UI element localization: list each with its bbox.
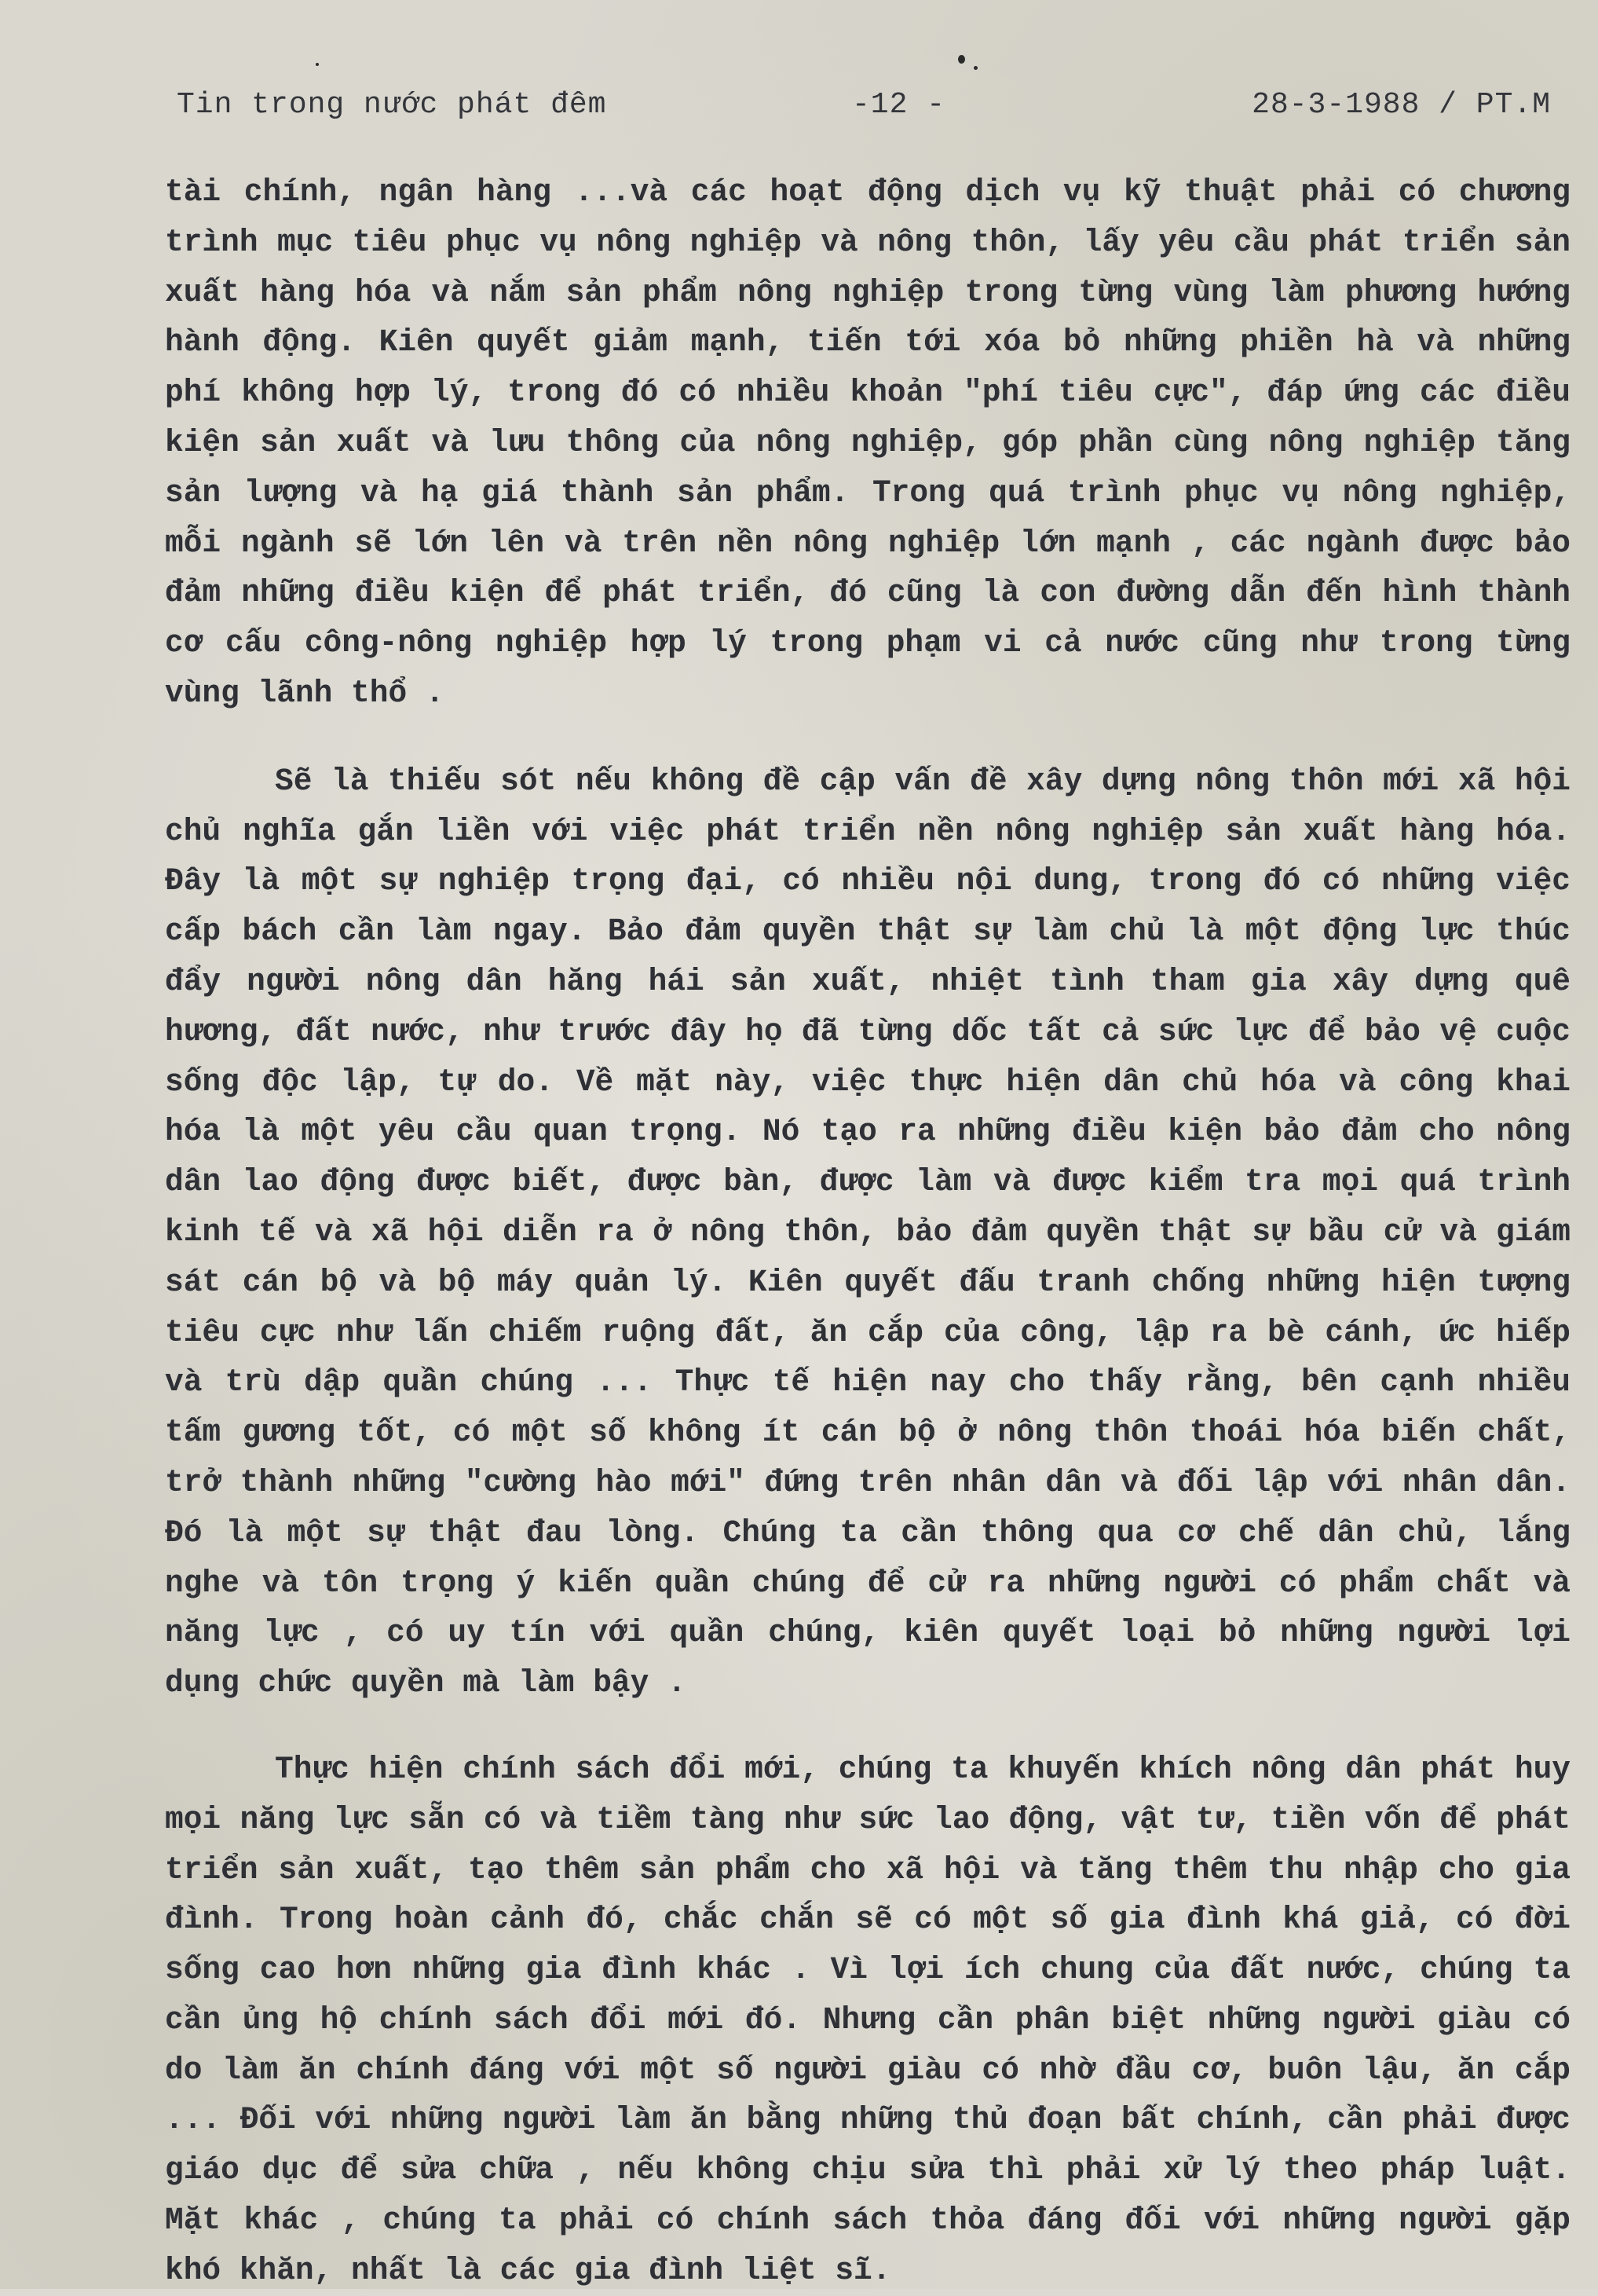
page-header: [177, 88, 1551, 135]
ink-speck: [316, 63, 319, 66]
paragraph-3: Thực hiện chính sách đổi mới, chúng ta khuyến khích nông dân phát huy mọi năng lực sẵn có và tiềm tàng như sức lao động, vật tư, tiền vốn để phát triển sản xuất, tạo thêm sản phẩm cho xã hội và tăng thêm thu nhập cho gia đình. Trong hoàn cảnh đó, chắc chắn sẽ có một số gia đình khá giả, có đời sống cao hơn những gia đình khác . Vì lợi ích chung của đất nước, chúng ta cần ủng hộ chính sách đổi mới đó. Nhưng cần phân biệt những người giàu có do làm ăn chính đáng với một số người giàu có nhờ đầu cơ, buôn lậu, ăn cắp ... Đối với những người làm ăn bằng những thủ đoạn bất chính, cần phải được giáo dục để sửa chữa , nếu không chịu sửa thì phải xử lý theo pháp luật. Mặt khác , chúng ta phải có chính sách thỏa đáng đối với những người gặp khó khăn, nhất là các gia đình liệt sĩ.: [165, 1751, 1571, 2288]
ink-speck: [974, 66, 978, 70]
paragraph-2: Sẽ là thiếu sót nếu không đề cập vấn đề xây dựng nông thôn mới xã hội chủ nghĩa gắn liền với việc phát triển nền nông nghiệp sản xuất hàng hóa. Đây là một sự nghiệp trọng đại, có nhiều nội dung, trong đó có những việc cấp bách cần làm ngay. Bảo đảm quyền thật sự làm chủ là một động lực thúc đẩy người nông dân hăng hái sản xuất, nhiệt tình tham gia xây dựng quê hương, đất nước, như trước đây họ đã từng dốc tất cả sức lực để bảo vệ cuộc sống độc lập, tự do. Về mặt này, việc thực hiện dân chủ hóa và công khai hóa là một yêu cầu quan trọng. Nó tạo ra những điều kiện bảo đảm cho nông dân lao động được biết, được bàn, được làm và được kiểm tra mọi quá trình kinh tế và xã hội diễn ra ở nông thôn, bảo đảm quyền thật sự bầu cử và giám sát cán bộ và bộ máy quản lý. Kiên quyết đấu tranh chống những hiện tượng tiêu cực như lấn chiếm ruộng đất, ăn cắp của công, lập ra bè cánh, ức hiếp và trù dập quần chúng ... Thực tế hiện nay cho thấy rằng, bên cạnh nhiều tấm gương tốt, có một số không ít cán bộ ở nông thôn thoái hóa biến chất, trở thành những "cường hào mới" đứng trên nhân dân và đối lập với nhân dân. Đó là một sự thật đau lòng. Chúng ta cần thông qua cơ chế dân chủ, lắng nghe và tôn trọng ý kiến quần chúng để cử ra những người có phẩm chất và năng lực , có uy tín với quần chúng, kiên quyết loại bỏ những người lợi dụng chức quyền mà làm bậy .: [165, 763, 1571, 1701]
paragraph-1: tài chính, ngân hàng ...và các hoạt động dịch vụ kỹ thuật phải có chương trình mục tiêu phục vụ nông nghiệp và nông thôn, lấy yêu cầu phát triển sản xuất hàng hóa và nắm sản phẩm nông nghiệp trong từng vùng làm phương hướng hành động. Kiên quyết giảm mạnh, tiến tới xóa bỏ những phiền hà và những phí không hợp lý, trong đó có nhiều khoản "phí tiêu cực", đáp ứng các điều kiện sản xuất và lưu thông của nông nghiệp, góp phần cùng nông nghiệp tăng sản lượng và hạ giá thành sản phẩm. Trong quá trình phục vụ nông nghiệp, mỗi ngành sẽ lớn lên và trên nền nông nghiệp lớn mạnh , các ngành được bảo đảm những điều kiện để phát triển, đó cũng là con đường dẫn đến hình thành cơ cấu công-nông nghiệp hợp lý trong phạm vi cả nước cũng như trong từng vùng lãnh thổ .: [165, 174, 1571, 711]
page-number: -12 -: [852, 88, 946, 122]
document-body: [165, 167, 1571, 2296]
header-right-date-code: 28-3-1988 / PT.M: [1252, 88, 1551, 122]
ink-speck: [958, 55, 965, 64]
header-left-title: Tin trong nước phát đêm: [177, 88, 607, 122]
